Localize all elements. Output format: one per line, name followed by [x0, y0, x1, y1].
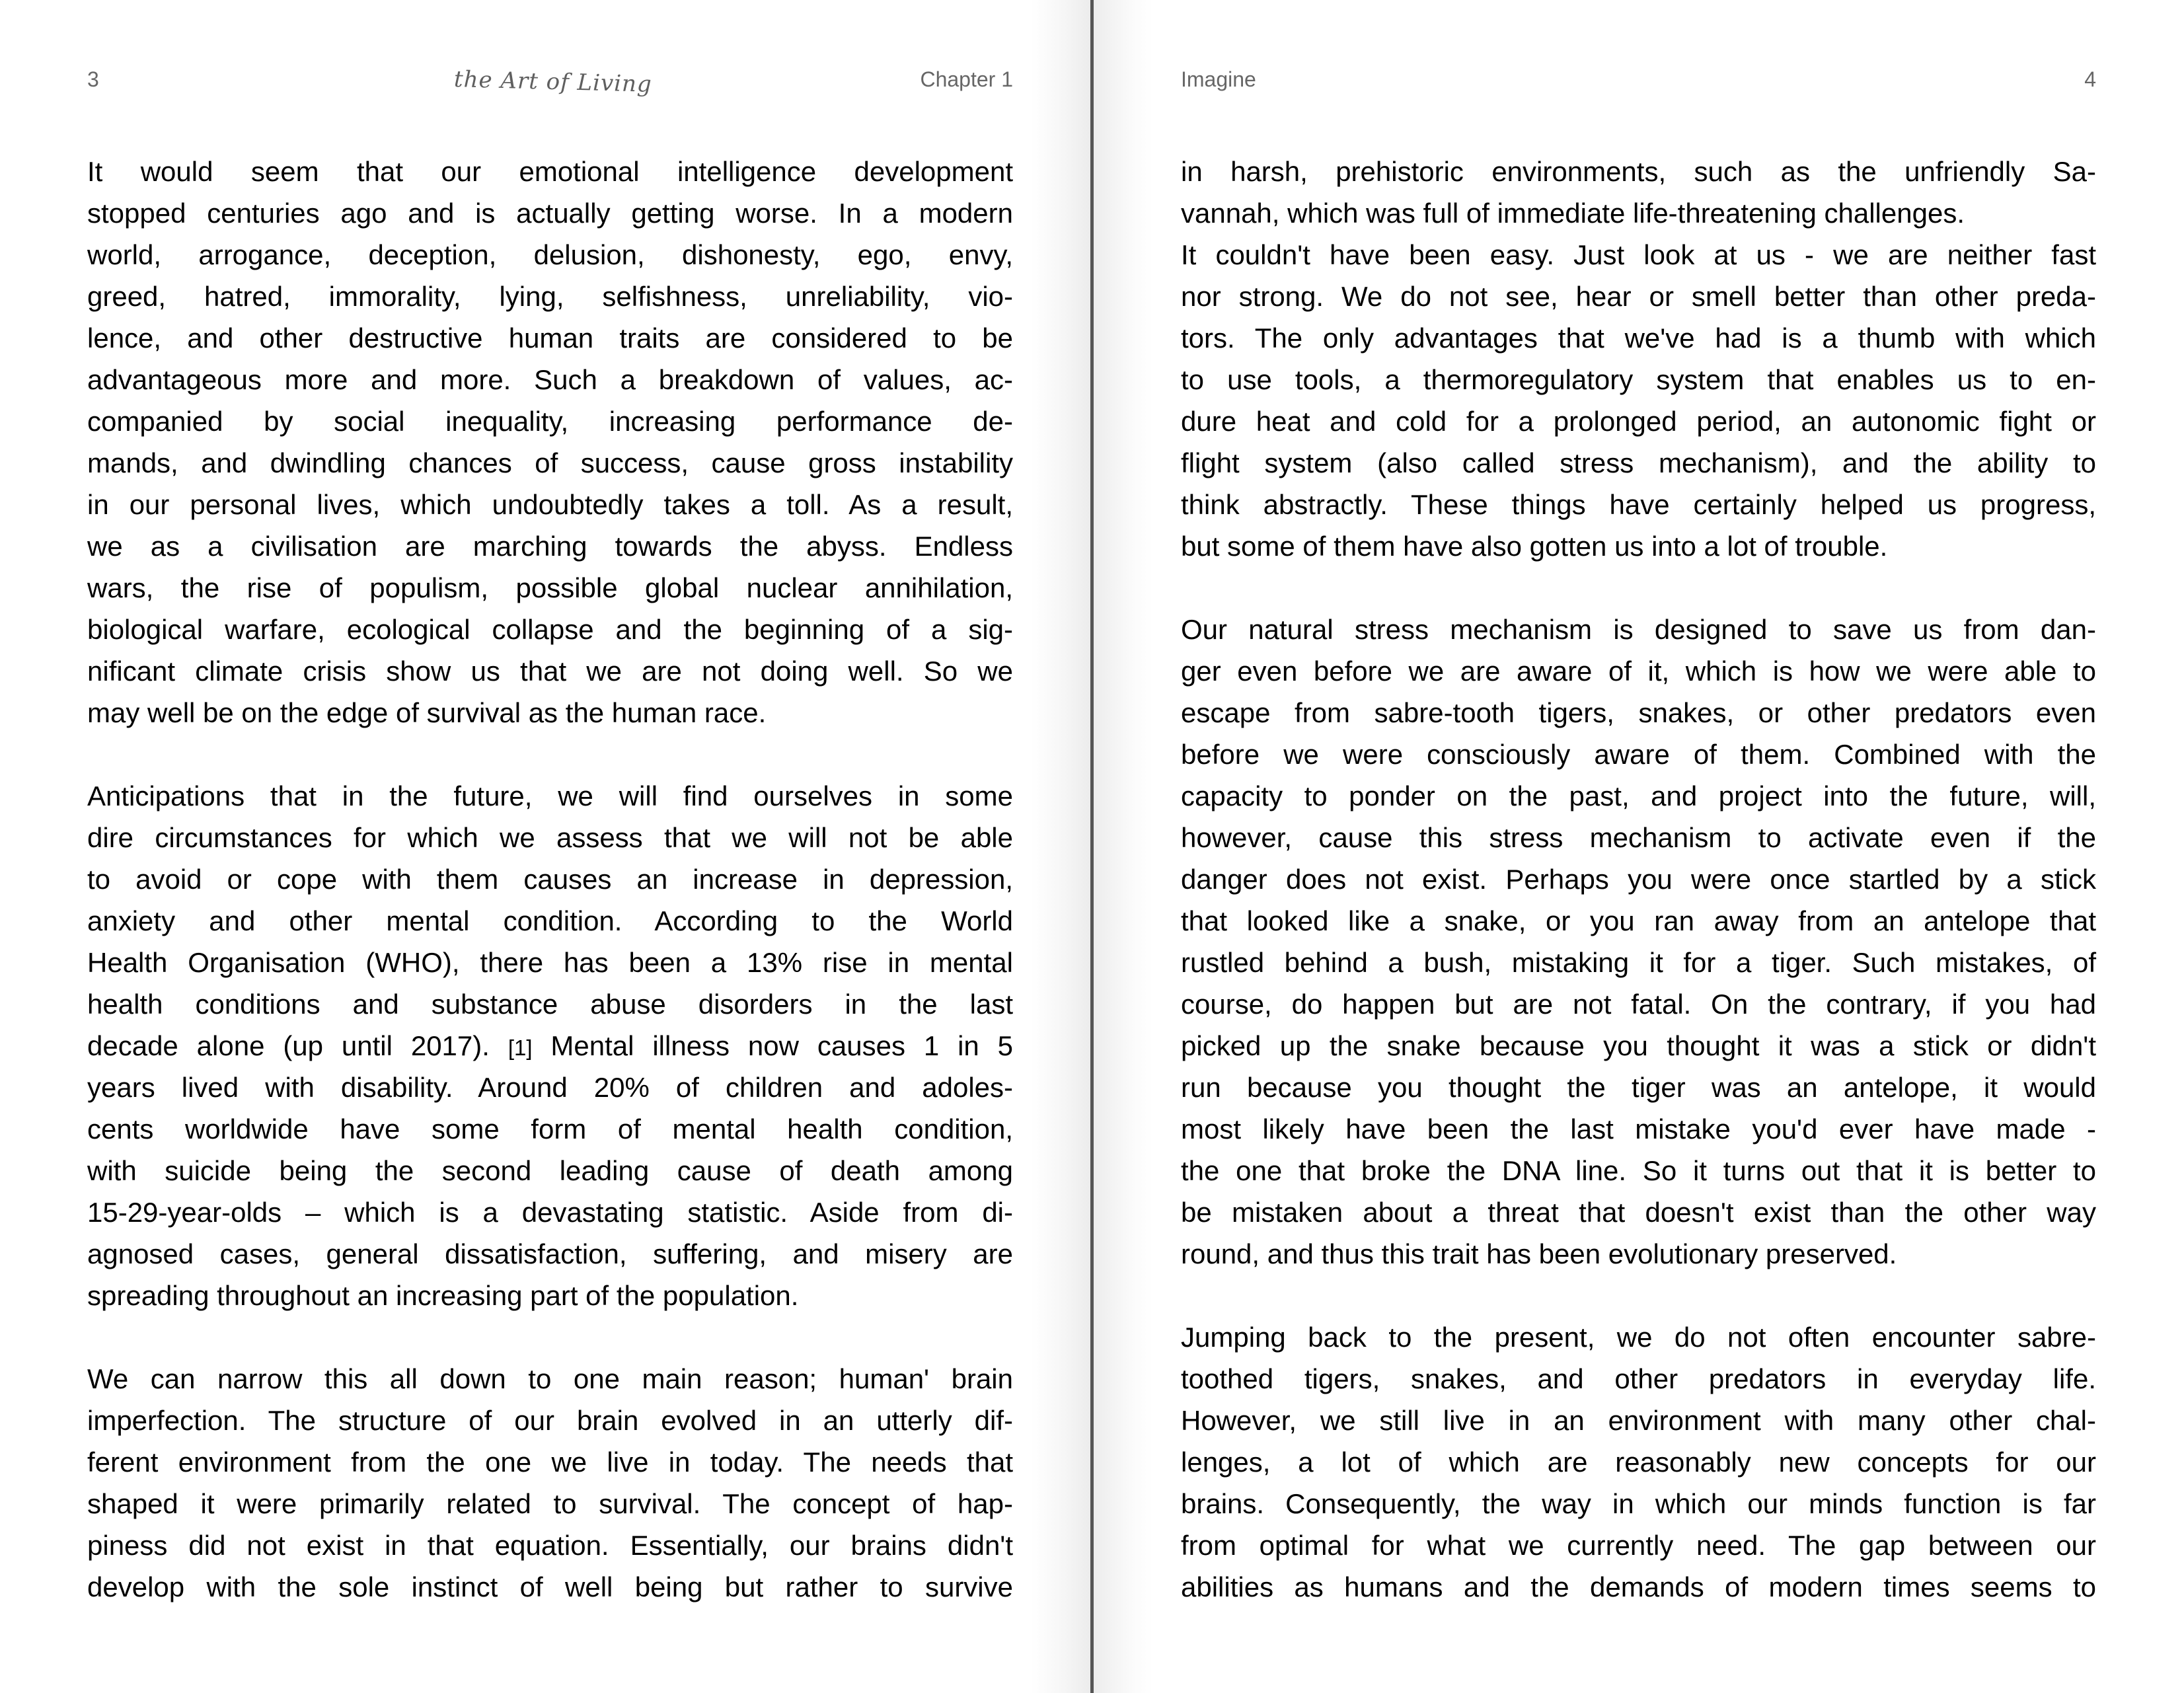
text-line: However, we still live in an environment with many other chal- [1181, 1405, 2096, 1436]
paragraph [1181, 151, 2096, 567]
text-line: Health Organisation (WHO), there has been a 13% rise in mental [87, 947, 1013, 978]
page-number: 3 [87, 67, 99, 91]
text-line: the one that broke the DNA line. So it turns out that it is better to [1181, 1155, 2096, 1186]
text-line: imperfection. The structure of our brain evolved in an utterly dif- [87, 1405, 1013, 1436]
text-line: 15-29-year-olds – which is a devastating statistic. Aside from di- [87, 1197, 1013, 1228]
text-line: in harsh, prehistoric environments, such as the unfriendly Sa- [1181, 156, 2096, 187]
text-line: advantageous more and more. Such a breakdown of values, ac- [87, 364, 1013, 395]
running-header-chapter-title: Imagine [1181, 67, 1256, 91]
text-line: ger even before we are aware of it, which is how we were able to [1181, 656, 2096, 687]
book-title-logo: the Art of Living [453, 66, 653, 98]
text-line: agnosed cases, general dissatisfaction, suffering, and misery are [87, 1238, 1013, 1269]
paragraph [87, 151, 1013, 734]
text-line: that looked like a snake, or you ran away from an antelope that [1181, 905, 2096, 936]
text-line: health conditions and substance abuse disorders in the last [87, 989, 1013, 1020]
text-line: to avoid or cope with them causes an increase in depression, [87, 864, 1013, 895]
text-line: anxiety and other mental condition. According to the World [87, 905, 1013, 936]
text-line: world, arrogance, deception, delusion, dishonesty, ego, envy, [87, 239, 1013, 270]
running-header-chapter: Chapter 1 [920, 67, 1013, 91]
left-page-body [87, 151, 1013, 1649]
paragraph [87, 1358, 1013, 1608]
text-line: course, do happen but are not fatal. On the contrary, if you had [1181, 989, 2096, 1020]
footnote-link[interactable]: [1] [508, 1035, 533, 1060]
text-line: mands, and dwindling chances of success, cause gross instability [87, 447, 1013, 478]
text-line: dire circumstances for which we assess that we will not be able [87, 822, 1013, 853]
text-line: greed, hatred, immorality, lying, selfishness, unreliability, vio- [87, 281, 1013, 312]
text-line: flight system (also called stress mechanism), and the ability to [1181, 447, 2096, 478]
text-line: nor strong. We do not see, hear or smell better than other preda- [1181, 281, 2096, 312]
text-segment: decade alone (up until 2017). [87, 1030, 508, 1061]
text-line: lence, and other destructive human traits are considered to be [87, 322, 1013, 354]
paragraph [87, 775, 1013, 1316]
paragraph [1181, 609, 2096, 1275]
text-line: biological warfare, ecological collapse and the beginning of a sig- [87, 614, 1013, 645]
text-line: Anticipations that in the future, we will find ourselves in some [87, 780, 1013, 811]
text-line: years lived with disability. Around 20% of children and adoles- [87, 1072, 1013, 1103]
text-line: It would seem that our emotional intelligence development [87, 156, 1013, 187]
text-line: picked up the snake because you thought it was a stick or didn't [1181, 1030, 2096, 1061]
text-line: tors. The only advantages that we've had is a thumb with which [1181, 322, 2096, 354]
text-line: stopped centuries ago and is actually getting worse. In a modern [87, 198, 1013, 229]
left-page[interactable] [0, 0, 1090, 1693]
text-line: think abstractly. These things have certainly helped us progress, [1181, 489, 2096, 520]
text-line: ferent environment from the one we live in today. The needs that [87, 1447, 1013, 1478]
text-line: shaped it were primarily related to survival. The concept of hap- [87, 1488, 1013, 1519]
text-line: cents worldwide have some form of mental health condition, [87, 1113, 1013, 1145]
text-line: danger does not exist. Perhaps you were once startled by a stick [1181, 864, 2096, 895]
text-line: Our natural stress mechanism is designed to save us from dan- [1181, 614, 2096, 645]
text-line: escape from sabre-tooth tigers, snakes, or other predators even [1181, 697, 2096, 728]
page-number: 4 [2084, 67, 2096, 91]
text-segment: Mental illness now causes 1 in 5 [532, 1030, 1013, 1061]
text-line: nificant climate crisis show us that we are not doing well. So we [87, 656, 1013, 687]
text-line: from optimal for what we currently need. The gap between our [1181, 1530, 2096, 1561]
right-page-body [1181, 151, 2096, 1649]
text-line: we as a civilisation are marching towards the abyss. Endless [87, 531, 1013, 562]
text-line: may well be on the edge of survival as the human race. [87, 697, 767, 728]
text-line: We can narrow this all down to one main reason; human' brain [87, 1363, 1013, 1394]
text-line: Jumping back to the present, we do not often encounter sabre- [1181, 1322, 2096, 1353]
text-line: lenges, a lot of which are reasonably new concepts for our [1181, 1447, 2096, 1478]
text-line: It couldn't have been easy. Just look at us - we are neither fast [1181, 239, 2096, 270]
text-line: in our personal lives, which undoubtedly takes a toll. As a result, [87, 489, 1013, 520]
text-line: piness did not exist in that equation. Essentially, our brains didn't [87, 1530, 1013, 1561]
text-line: to use tools, a thermoregulatory system that enables us to en- [1181, 364, 2096, 395]
text-line: companied by social inequality, increasing performance de- [87, 406, 1013, 437]
left-page-header [87, 65, 1013, 98]
right-page[interactable] [1094, 0, 2184, 1693]
text-line: round, and thus this trait has been evolutionary preserved. [1181, 1238, 1897, 1269]
text-line: toothed tigers, snakes, and other predators in everyday life. [1181, 1363, 2096, 1394]
text-line: wars, the rise of populism, possible global nuclear annihilation, [87, 572, 1013, 603]
text-line: dure heat and cold for a prolonged period, an autonomic fight or [1181, 406, 2096, 437]
text-line: rustled behind a bush, mistaking it for a tiger. Such mistakes, of [1181, 947, 2096, 978]
right-page-header [1181, 65, 2096, 94]
text-line: run because you thought the tiger was an antelope, it would [1181, 1072, 2096, 1103]
text-line: most likely have been the last mistake you'd ever have made - [1181, 1113, 2096, 1145]
text-line: develop with the sole instinct of well being but rather to survive [87, 1571, 1013, 1602]
text-line: spreading throughout an increasing part of the population. [87, 1280, 799, 1311]
text-line: be mistaken about a threat that doesn't exist than the other way [1181, 1197, 2096, 1228]
text-line: vannah, which was full of immediate life-threatening challenges. [1181, 198, 1965, 229]
text-line: however, cause this stress mechanism to activate even if the [1181, 822, 2096, 853]
text-line: with suicide being the second leading cause of death among [87, 1155, 1013, 1186]
text-line: but some of them have also gotten us into a lot of trouble. [1181, 531, 1888, 562]
text-line: brains. Consequently, the way in which our minds function is far [1181, 1488, 2096, 1519]
paragraph [1181, 1316, 2096, 1608]
text-line-with-footnote [87, 1025, 1013, 1067]
text-line: before we were consciously aware of them. Combined with the [1181, 739, 2096, 770]
text-line: capacity to ponder on the past, and project into the future, will, [1181, 780, 2096, 811]
text-line: abilities as humans and the demands of modern times seems to [1181, 1571, 2096, 1602]
